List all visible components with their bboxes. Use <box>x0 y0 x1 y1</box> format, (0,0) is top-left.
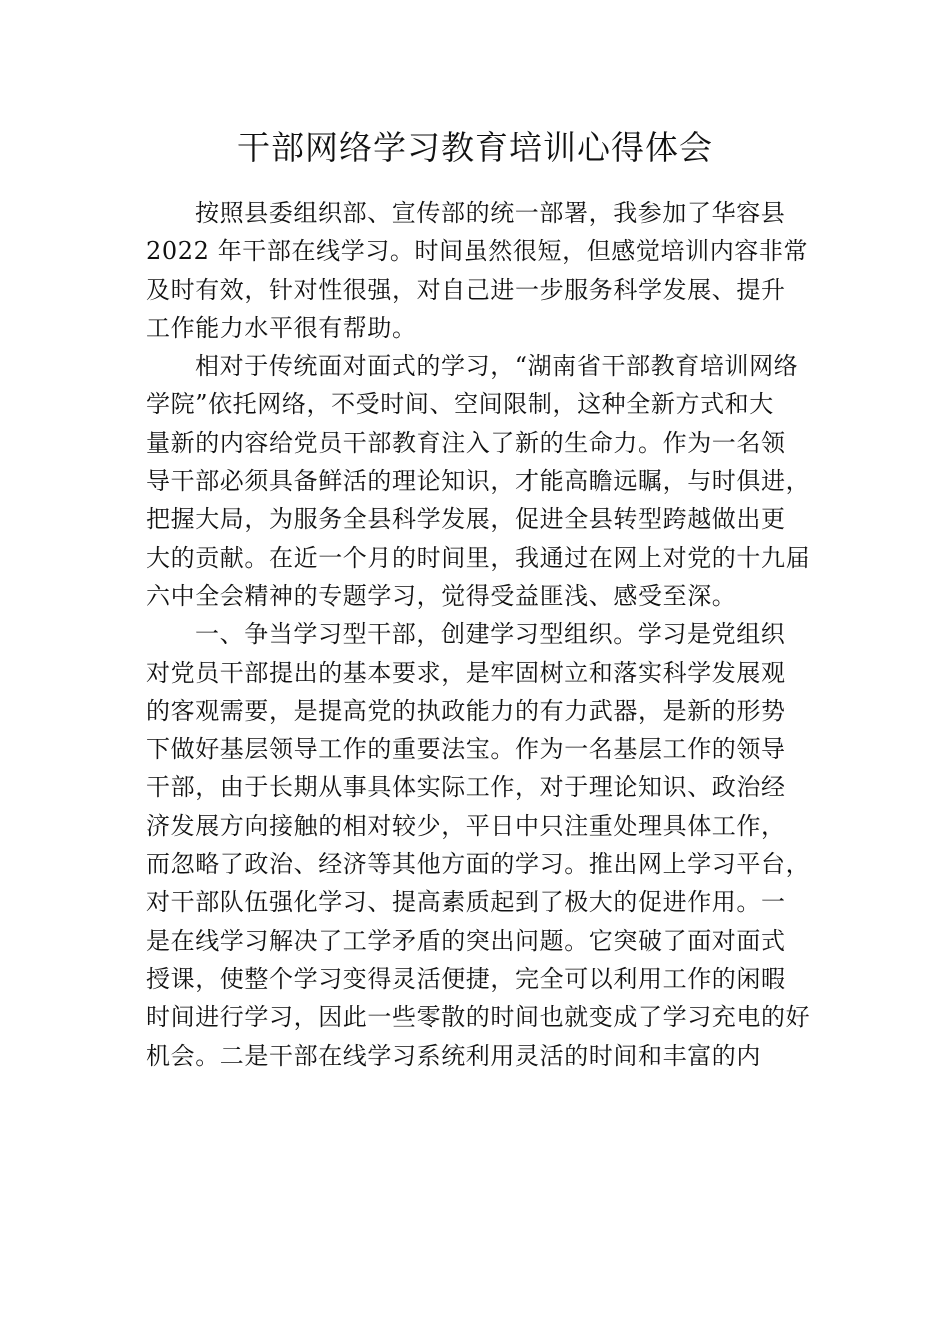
document-title: 干部网络学习教育培训心得体会 <box>237 128 713 167</box>
text-line: 机会。二是干部在线学习系统利用灵活的时间和丰富的内 <box>146 1041 761 1070</box>
text-line: 大的贡献。在近一个月的时间里，我通过在网上对党的十九届 <box>146 543 811 572</box>
document-body <box>146 194 846 1075</box>
text-line: 授课，使整个学习变得灵活便捷，完全可以利用工作的闲暇 <box>146 964 786 993</box>
text-line: 量新的内容给党员干部教育注入了新的生命力。作为一名领 <box>146 428 786 457</box>
text-line: 对党员干部提出的基本要求，是牢固树立和落实科学发展观 <box>146 658 786 687</box>
text-line: 的客观需要，是提高党的执政能力的有力武器，是新的形势 <box>146 696 786 725</box>
text-line: 下做好基层领导工作的重要法宝。作为一名基层工作的领导 <box>146 735 786 764</box>
text-line: 济发展方向接触的相对较少，平日中只注重处理具体工作， <box>146 811 786 840</box>
text-line: 是在线学习解决了工学矛盾的突出问题。它突破了面对面式 <box>146 926 786 955</box>
text-line: 把握大局，为服务全县科学发展，促进全县转型跨越做出更 <box>146 505 786 534</box>
text-line: 相对于传统面对面式的学习，“湖南省干部教育培训网络 <box>195 352 799 381</box>
text-line: 时间进行学习，因此一些零散的时间也就变成了学习充电的好 <box>146 1003 811 1032</box>
text-line: 工作能力水平很有帮助。 <box>146 313 417 342</box>
text-line: 而忽略了政治、经济等其他方面的学习。推出网上学习平台， <box>146 850 811 879</box>
text-line: 导干部必须具备鲜活的理论知识，才能高瞻远瞩，与时俱进， <box>146 467 811 496</box>
text-line: 学院”依托网络，不受时间、空间限制，这种全新方式和大 <box>146 390 774 419</box>
text-line: 按照县委组织部、宣传部的统一部署，我参加了华容县 <box>195 199 786 227</box>
text-line: 干部，由于长期从事具体实际工作，对于理论知识、政治经 <box>146 773 786 802</box>
text-line: 对干部队伍强化学习、提高素质起到了极大的促进作用。一 <box>146 888 786 917</box>
text-line: 六中全会精神的专题学习，觉得受益匪浅、感受至深。 <box>146 581 737 610</box>
text-line: 及时有效，针对性很强，对自己进一步服务科学发展、提升 <box>146 275 786 304</box>
text-line: 2022 年干部在线学习。时间虽然很短，但感觉培训内容非常 <box>146 237 809 266</box>
text-line: 一、争当学习型干部，创建学习型组织。学习是党组织 <box>195 620 786 649</box>
